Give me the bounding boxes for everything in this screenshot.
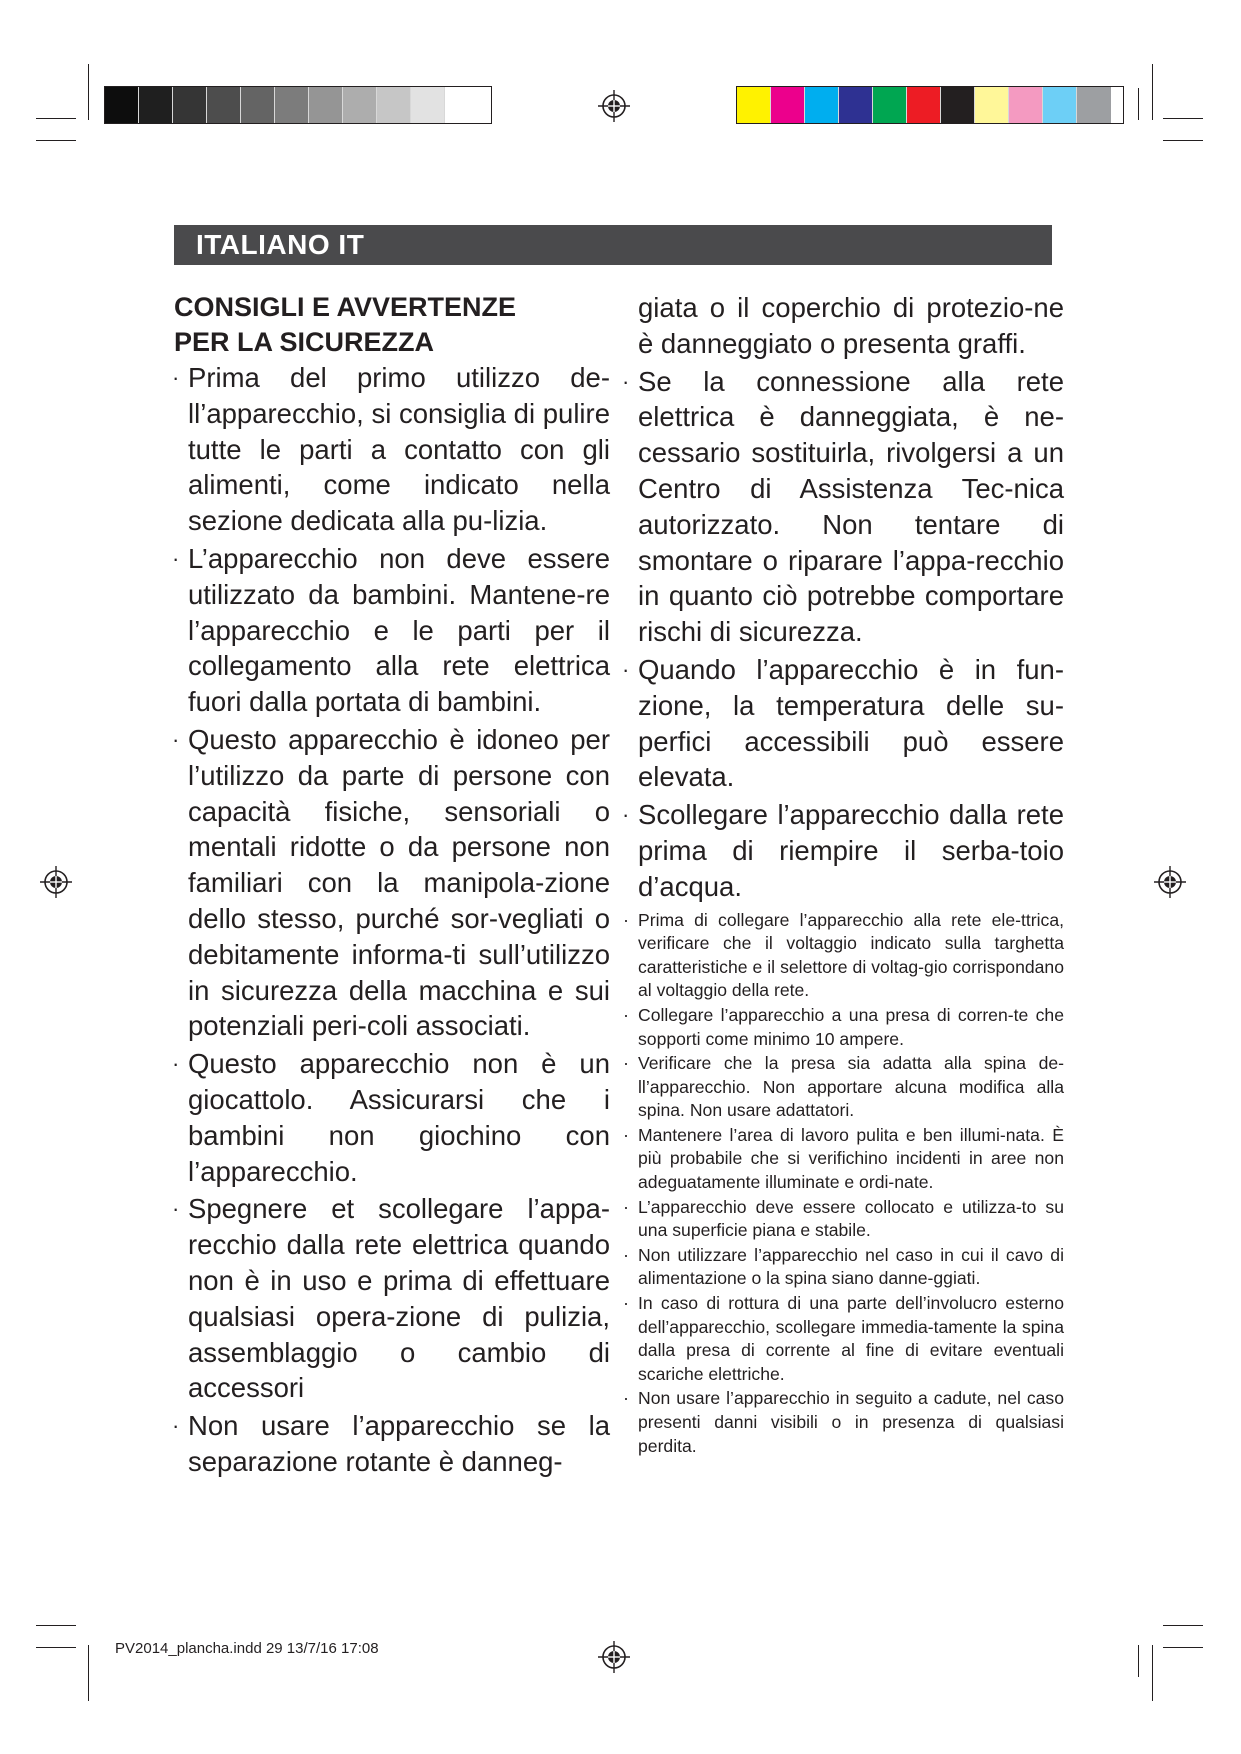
section-title-line-2: PER LA SICUREZZA xyxy=(174,327,435,357)
crop-mark-top-right-h2 xyxy=(1163,140,1203,141)
process-color-swatch xyxy=(805,87,839,123)
process-color-swatch xyxy=(737,87,771,123)
list-item: · Scollegare l’apparecchio dalla rete prima di riempire il serba-toio d’acqua. xyxy=(624,797,1064,904)
list-item: · Non usare l’apparecchio se la separazione rotante è danneg- xyxy=(174,1408,610,1480)
list-item: · L’apparecchio non deve essere utilizzato da bambini. Mantene-re l’apparecchio e le parti per il collegamento alla rete elettrica fuori dalla portata di bambini. xyxy=(174,541,610,720)
crop-mark-bottom-right-v2 xyxy=(1138,1645,1139,1677)
crop-mark-top-right-h xyxy=(1163,118,1203,119)
registration-mark-right-icon xyxy=(1154,866,1186,898)
list-item: · Quando l’apparecchio è in fun-zione, la temperatura delle su-perfici accessibili può essere elevata. xyxy=(624,652,1064,795)
continued-item-text: giata o il coperchio di protezio-ne è danneggiato o presenta graffi. xyxy=(638,292,1064,359)
print-slug: PV2014_plancha.indd 29 13/7/16 17:08 xyxy=(115,1640,379,1657)
list-item-small: · Collegare l’apparecchio a una presa di corren-te che sopporti come minimo 10 ampere. xyxy=(624,1004,1064,1051)
grayscale-swatch xyxy=(207,87,241,123)
right-warnings-list xyxy=(624,364,1064,905)
list-item: · Se la connessione alla rete elettrica è danneggiata, è ne-cessario sostituirla, rivolgersi a un Centro di Assistenza Tec-nica autorizzato. Non tentare di smontare o riparare l’appa-recchio in quanto ciò potrebbe comportare rischi di sicurezza. xyxy=(624,364,1064,650)
grayscale-swatch xyxy=(377,87,411,123)
left-warnings-list xyxy=(174,360,610,1480)
right-small-warnings-list xyxy=(624,909,1064,1459)
grayscale-swatch xyxy=(343,87,377,123)
process-color-swatch xyxy=(771,87,805,123)
crop-mark-top-right-v xyxy=(1152,64,1153,120)
process-color-swatch xyxy=(941,87,975,123)
grayscale-swatch xyxy=(173,87,207,123)
section-title-line-1: CONSIGLI E AVVERTENZE xyxy=(174,292,517,322)
crop-mark-bottom-left-h xyxy=(36,1625,76,1626)
grayscale-color-bar xyxy=(104,86,492,124)
registration-mark-left-icon xyxy=(40,866,72,898)
grayscale-swatch xyxy=(309,87,343,123)
list-item: · Questo apparecchio non è un giocattolo. Assicurarsi che i bambini non giochino con l’apparecchio. xyxy=(174,1046,610,1189)
crop-mark-top-left-v xyxy=(88,64,89,120)
grayscale-swatch xyxy=(275,87,309,123)
list-item-small: · Non utilizzare l’apparecchio nel caso in cui il cavo di alimentazione o la spina siano danne-ggiati. xyxy=(624,1244,1064,1291)
list-item-small: · Mantenere l’area di lavoro pulita e ben illumi-nata. È più probabile che si verifichino incidenti in aree non adeguatamente illuminate e ordi-nate. xyxy=(624,1124,1064,1195)
list-item-small: · Verificare che la presa sia adatta alla spina de-ll’apparecchio. Non apportare alcuna modifica alla spina. Non usare adattatori. xyxy=(624,1052,1064,1123)
crop-mark-top-left-h xyxy=(36,118,76,119)
registration-mark-top-icon xyxy=(598,90,630,122)
right-column xyxy=(624,290,1064,1459)
crop-mark-bottom-right-h xyxy=(1163,1625,1203,1626)
grayscale-swatch xyxy=(139,87,173,123)
grayscale-swatch xyxy=(445,87,479,123)
crop-mark-top-left-h2 xyxy=(36,140,76,141)
process-color-swatch xyxy=(1077,87,1111,123)
grayscale-swatch xyxy=(241,87,275,123)
crop-mark-top-right-v2 xyxy=(1138,88,1139,120)
list-item: · Spegnere et scollegare l’appa-recchio dalla rete elettrica quando non è in uso e prima di effettuare qualsiasi opera-zione di pulizia, assemblaggio o cambio di accessori xyxy=(174,1191,610,1406)
registration-mark-bottom-icon xyxy=(598,1641,630,1673)
list-item-small: · Non usare l’apparecchio in seguito a cadute, nel caso presenti danni visibili o in presenza di qualsiasi perdita. xyxy=(624,1387,1064,1458)
list-item: · Prima del primo utilizzo de-ll’apparecchio, si consiglia di pulire tutte le parti a contatto con gli alimenti, come indicato nella sezione dedicata alla pu-lizia. xyxy=(174,360,610,539)
list-item-small: · L’apparecchio deve essere collocato e utilizza-to su una superficie piana e stabile. xyxy=(624,1196,1064,1243)
process-color-bar xyxy=(736,86,1124,124)
process-color-swatch xyxy=(839,87,873,123)
grayscale-swatch xyxy=(105,87,139,123)
grayscale-swatch xyxy=(411,87,445,123)
process-color-swatch xyxy=(907,87,941,123)
crop-mark-bottom-right-h2 xyxy=(1163,1647,1203,1648)
crop-mark-bottom-left-v xyxy=(88,1645,89,1701)
list-item-small: · In caso di rottura di una parte dell’involucro esterno dell’apparecchio, scollegare immedia-tamente la spina dalla presa di corrente al fine di evitare eventuali scariche elettriche. xyxy=(624,1292,1064,1386)
language-header-bar xyxy=(174,225,1052,265)
process-color-swatch xyxy=(873,87,907,123)
process-color-swatch xyxy=(975,87,1009,123)
crop-mark-bottom-left-h2 xyxy=(36,1647,76,1648)
section-title xyxy=(174,290,610,360)
list-item-small: · Prima di collegare l’apparecchio alla rete ele-ttrica, verificare che il voltaggio indicato sulla targhetta caratteristiche e il selettore di voltag-gio corrispondano al voltaggio della rete. xyxy=(624,909,1064,1003)
list-item: · Questo apparecchio è idoneo per l’utilizzo da parte di persone con capacità fisiche, sensoriali o mentali ridotte o da persone non familiari con la manipola-zione dello stesso, purché sor-vegliati o debitamente informa-ti sull’utilizzo in sicurezza della macchina e sui potenziali peri-coli associati. xyxy=(174,722,610,1044)
language-header-title: ITALIANO IT xyxy=(196,229,365,260)
process-color-swatch xyxy=(1043,87,1077,123)
process-color-swatch xyxy=(1009,87,1043,123)
crop-mark-bottom-right-v xyxy=(1152,1645,1153,1701)
left-column xyxy=(174,290,610,1482)
